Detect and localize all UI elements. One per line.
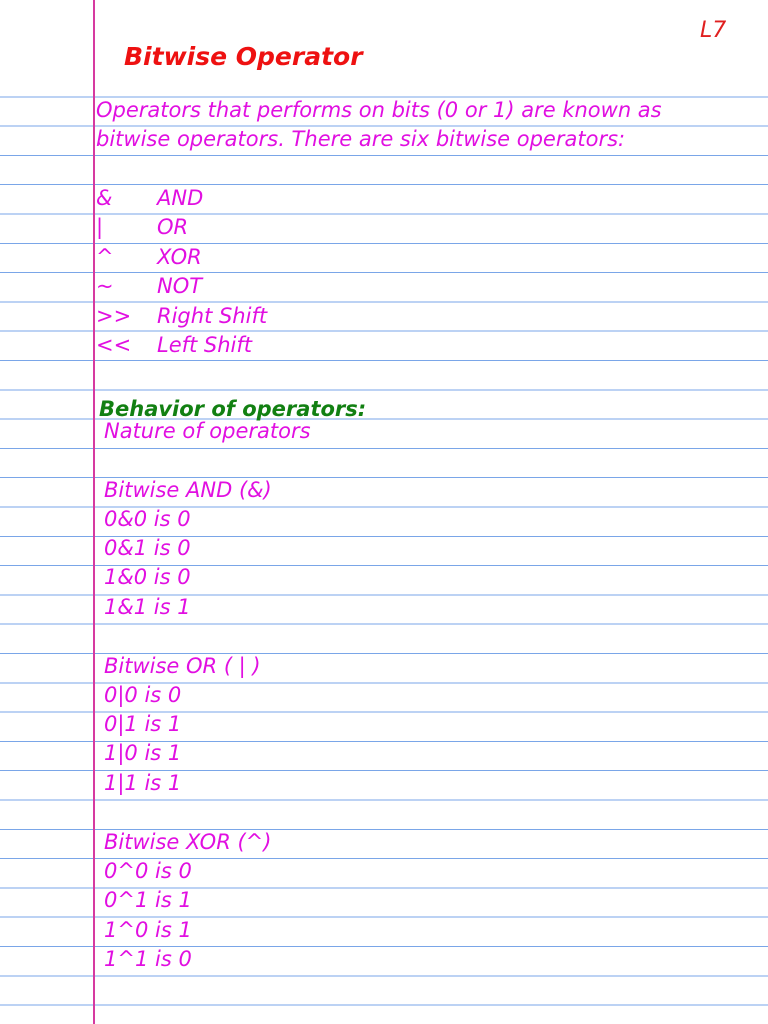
xor-table-row: 0^0 is 0 [104, 859, 192, 883]
or-table-heading: Bitwise OR ( | ) [104, 654, 261, 678]
intro-line: Operators that performs on bits (0 or 1) are known as [96, 98, 662, 122]
operator-name-or: OR [157, 215, 189, 239]
operator-name-not: NOT [157, 274, 203, 298]
page-number: L7 [700, 18, 727, 43]
operator-symbol-left-shift: << [96, 333, 132, 357]
xor-table-row: 1^0 is 1 [104, 918, 192, 942]
margin-line [93, 0, 95, 1024]
operator-symbol-not: ~ [96, 274, 114, 298]
and-table-row: 1&1 is 1 [104, 595, 191, 619]
xor-table-row: 0^1 is 1 [104, 888, 192, 912]
behavior-subheading: Nature of operators [104, 419, 311, 443]
operator-name-xor: XOR [157, 245, 202, 269]
page-title: Bitwise Operator [124, 42, 363, 71]
operator-name-right-shift: Right Shift [157, 304, 268, 328]
or-table-row: 1|1 is 1 [104, 771, 182, 795]
or-table-row: 0|1 is 1 [104, 712, 182, 736]
operator-name-left-shift: Left Shift [157, 333, 253, 357]
operator-symbol-xor: ^ [96, 245, 114, 269]
operator-name-and: AND [157, 186, 204, 210]
operator-symbol-right-shift: >> [96, 304, 132, 328]
and-table-heading: Bitwise AND (&) [104, 478, 272, 502]
or-table-row: 1|0 is 1 [104, 741, 182, 765]
or-table-row: 0|0 is 0 [104, 683, 182, 707]
operator-symbol-or: | [96, 215, 104, 239]
and-table-row: 0&1 is 0 [104, 536, 191, 560]
xor-table-row: 1^1 is 0 [104, 947, 192, 971]
and-table-row: 0&0 is 0 [104, 507, 191, 531]
behavior-heading: Behavior of operators: [99, 397, 367, 421]
intro-line: bitwise operators. There are six bitwise operators: [96, 127, 626, 151]
and-table-row: 1&0 is 0 [104, 565, 191, 589]
operator-symbol-and: & [96, 186, 113, 210]
xor-table-heading: Bitwise XOR (^) [104, 830, 272, 854]
